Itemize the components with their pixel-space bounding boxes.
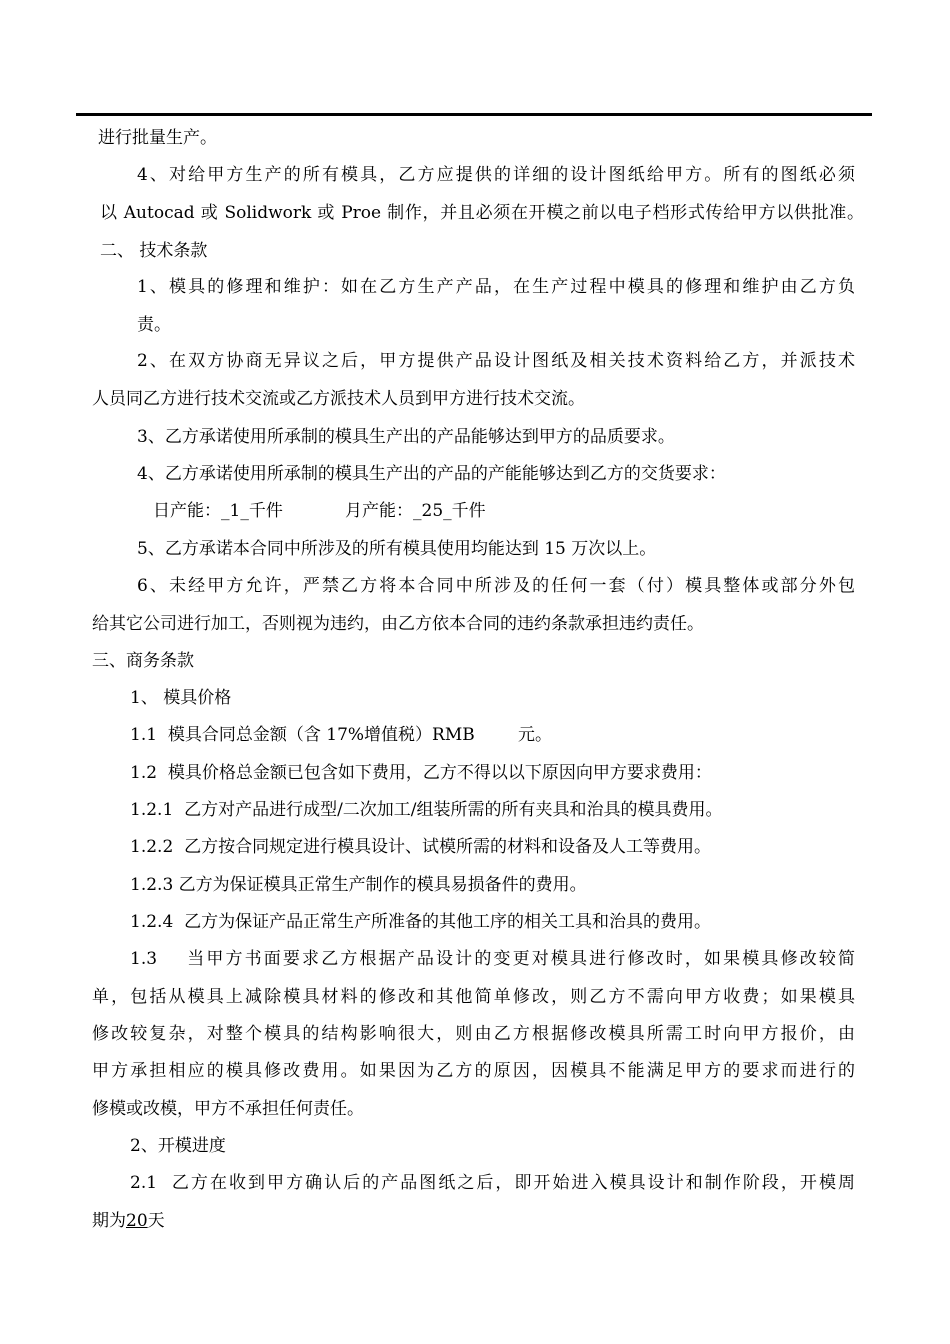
section-heading: 三、商务条款 (92, 651, 194, 671)
text-line: 5、乙方承诺本合同中所涉及的所有模具使用均能达到 15 万次以上。 (137, 539, 657, 559)
subsection-heading: 1、 模具价格 (130, 688, 232, 708)
mold-period-unit: 天 (147, 1211, 165, 1231)
section-heading: 二、 技术条款 (100, 241, 208, 261)
monthly-capacity-label: 月产能： (345, 501, 413, 521)
mold-period-prefix: 期为 (92, 1211, 126, 1231)
text-line: 2、在双方协商无异议之后，甲方提供产品设计图纸及相关技术资料给乙方，并派技术 (137, 351, 855, 371)
text-line: 1.2.3 乙方为保证模具正常生产制作的模具易损备件的费用。 (130, 875, 587, 895)
text-line: 1、模具的修理和维护：如在乙方生产产品，在生产过程中模具的修理和维护由乙方负 (137, 277, 855, 297)
text-line: 人员同乙方进行技术交流或乙方派技术人员到甲方进行技术交流。 (92, 389, 585, 409)
text-line: 1.1 模具合同总金额（含 17%增值税）RMB 元。 (130, 725, 552, 745)
text-line: 责。 (137, 315, 171, 335)
monthly-capacity-value: _25_ (413, 501, 452, 521)
text-line: 单，包括从模具上减除模具材料的修改和其他简单修改，则乙方不需向甲方收费；如果模具 (92, 987, 855, 1007)
text-line: 以 Autocad 或 Solidwork 或 Proe 制作，并且必须在开模之前以电子档形式传给甲方以供批准。 (100, 203, 864, 223)
text-line: 1.3 当甲方书面要求乙方根据产品设计的变更对模具进行修改时，如果模具修改较简 (130, 949, 855, 969)
text-line: 4、乙方承诺使用所承制的模具生产出的产品的产能能够达到乙方的交货要求： (137, 464, 726, 484)
text-line: 给其它公司进行加工，否则视为违约，由乙方依本合同的违约条款承担违约责任。 (92, 614, 704, 634)
text-line: 6、未经甲方允许，严禁乙方将本合同中所涉及的任何一套（付）模具整体或部分外包 (137, 576, 855, 596)
daily-capacity-line (153, 501, 283, 521)
mold-period-line (92, 1211, 165, 1231)
text-line: 1.2.2 乙方按合同规定进行模具设计、试模所需的材料和设备及人工等费用。 (130, 837, 712, 857)
header-rule (76, 113, 872, 116)
daily-capacity-value: _1_ (221, 501, 249, 521)
text-line: 甲方承担相应的模具修改费用。如果因为乙方的原因，因模具不能满足甲方的要求而进行的 (92, 1061, 855, 1081)
mold-period-days: 20 (126, 1211, 148, 1231)
text-line: 2.1 乙方在收到甲方确认后的产品图纸之后，即开始进入模具设计和制作阶段，开模周 (130, 1173, 855, 1193)
daily-capacity-label: 日产能： (153, 501, 221, 521)
text-line: 1.2 模具价格总金额已包含如下费用，乙方不得以以下原因向甲方要求费用： (130, 763, 712, 783)
monthly-capacity-unit: 千件 (451, 501, 486, 521)
text-line: 修改较复杂，对整个模具的结构影响很大，则由乙方根据修改模具所需工时向甲方报价，由 (92, 1024, 855, 1044)
daily-capacity-unit: 千件 (248, 501, 283, 521)
text-line: 修模或改模，甲方不承担任何责任。 (92, 1099, 364, 1119)
text-line: 1.2.4 乙方为保证产品正常生产所准备的其他工序的相关工具和治具的费用。 (130, 912, 712, 932)
text-line: 1.2.1 乙方对产品进行成型/二次加工/组装所需的所有夹具和治具的模具费用。 (130, 800, 723, 820)
text-line: 4、对给甲方生产的所有模具，乙方应提供的详细的设计图纸给甲方。所有的图纸必须 (137, 165, 855, 185)
monthly-capacity-line (345, 501, 486, 521)
text-line: 进行批量生产。 (98, 128, 217, 148)
text-line: 3、乙方承诺使用所承制的模具生产出的产品能够达到甲方的品质要求。 (137, 427, 675, 447)
subsection-heading: 2、开模进度 (130, 1136, 226, 1156)
